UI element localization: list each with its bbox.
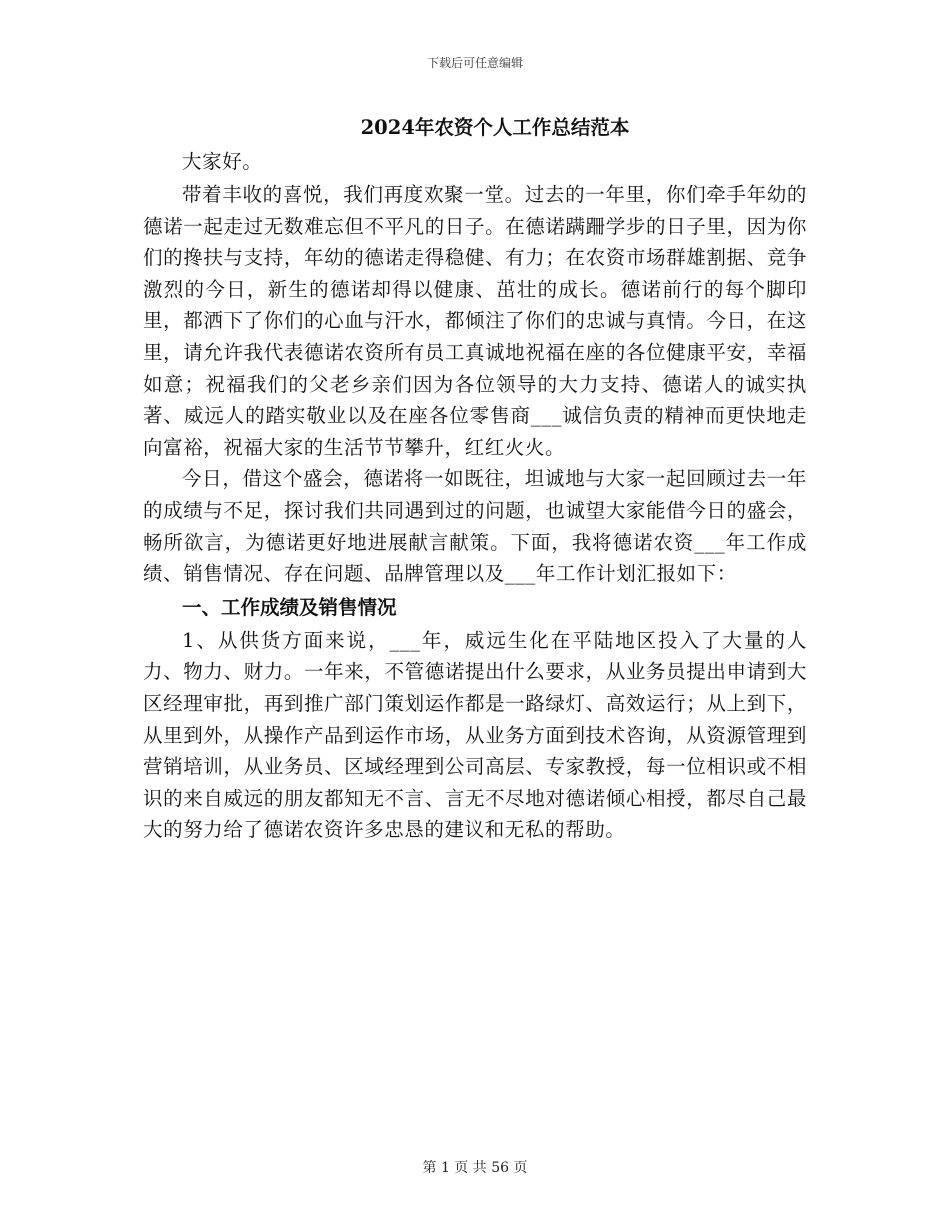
document-body — [143, 112, 807, 846]
page-number: 第 1 页 共 56 页 — [422, 1160, 528, 1176]
body-paragraph-1: 带着丰收的喜悦，我们再度欢聚一堂。过去的一年里，你们牵手年幼的德诺一起走过无数难忘但不平凡的日子。在德诺蹒跚学步的日子里，因为你们的搀扶与支持，年幼的德诺走得稳健、有力；在农资市场群雄割据、竞争激烈的今日，新生的德诺却得以健康、茁壮的成长。德诺前行的每个脚印里，都洒下了你们的心血与汗水，都倾注了你们的忠诚与真情。今日，在这里，请允许我代表德诺农资所有员工真诚地祝福在座的各位健康平安，幸福如意；祝福我们的父老乡亲们因为各位领导的大力支持、德诺人的诚实执著、威远人的踏实敬业以及在座各位零售商___诚信负责的精神而更快地走向富裕，祝福大家的生活节节攀升，红红火火。 — [143, 183, 807, 459]
section-heading: 一、工作成绩及销售情况 — [182, 595, 397, 619]
greeting-paragraph: 大家好。 — [182, 150, 263, 173]
header-note: 下载后可任意编辑 — [426, 56, 523, 70]
body-paragraph-2: 今日，借这个盛会，德诺将一如既往，坦诚地与大家一起回顾过去一年的成绩与不足，探讨我们共同遇到过的问题，也诚望大家能借今日的盛会，畅所欲言，为德诺更好地进展献言献策。下面，我将德诺农资___年工作成绩、销售情况、存在问题、品牌管理以及___年工作计划汇报如下： — [143, 467, 807, 586]
section-paragraph-1: 1、从供货方面来说，___年，威远生化在平陆地区投入了大量的人力、物力、财力。一年来，不管德诺提出什么要求，从业务员提出申请到大区经理审批，再到推广部门策划运作都是一路绿灯、高效运行；从上到下，从里到外，从操作产品到运作市场，从业务方面到技术咨询，从资源管理到营销培训，从业务员、区域经理到公司高层、专家教授，每一位相识或不相识的来自威远的朋友都知无不言、言无不尽地对德诺倾心相授，都尽自己最大的努力给了德诺农资许多忠恳的建议和无私的帮助。 — [143, 628, 807, 842]
document-title: 2024年农资个人工作总结范本 — [360, 116, 630, 139]
